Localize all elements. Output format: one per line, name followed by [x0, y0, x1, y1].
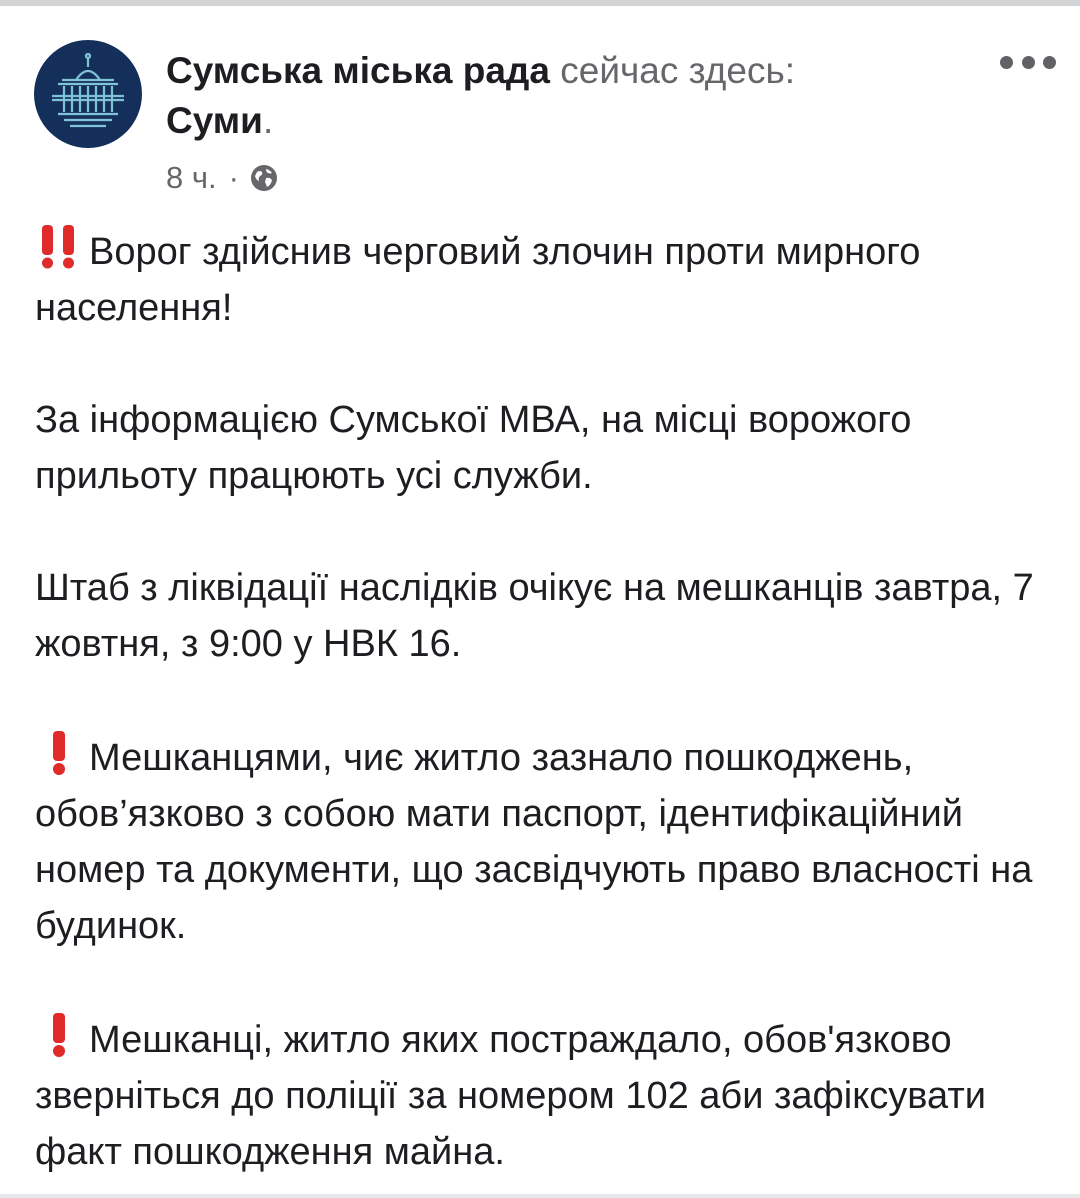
location-suffix: .: [262, 100, 274, 141]
author-name-link[interactable]: Сумська міська рада: [166, 50, 550, 91]
post-paragraph: [35, 392, 1055, 504]
post-paragraph: [35, 728, 1055, 954]
exclamation-icon: [45, 1010, 73, 1058]
more-options-icon[interactable]: [1000, 48, 1056, 76]
status-action-text: сейчас здесь:: [560, 50, 796, 91]
post-paragraph: [35, 1010, 1055, 1180]
post-paragraph-text: Мешканці, житло яких постраждало, обов'язково зверніться до поліції за номером 102 аби зафіксувати факт пошкодження майна.: [35, 1019, 986, 1173]
post-timestamp[interactable]: 8 ч.: [166, 160, 217, 195]
post-paragraph: [35, 222, 1055, 336]
post-header: [166, 46, 986, 146]
globe-icon[interactable]: [249, 163, 279, 193]
post-paragraph-text: За інформацією Сумської МВА, на місці ворожого прильоту працюють усі служби.: [35, 399, 912, 497]
more-dot: [1000, 56, 1013, 69]
more-dot: [1022, 56, 1035, 69]
meta-separator: ·: [228, 160, 239, 195]
city-council-building-icon: [34, 40, 142, 148]
post-paragraph-text: Ворог здійснив черговий злочин проти мирного населення!: [35, 231, 921, 329]
double-exclamation-icon: [35, 222, 83, 270]
bottom-divider: [0, 1194, 1080, 1198]
post-paragraph: [35, 560, 1055, 672]
exclamation-icon: [45, 728, 73, 776]
location-link[interactable]: Суми: [166, 100, 263, 141]
post-body: [35, 222, 1055, 1180]
avatar[interactable]: [34, 40, 142, 148]
post-meta: [166, 158, 279, 198]
post-paragraph-text: Мешканцями, чиє житло зазнало пошкоджень, обов’язково з собою мати паспорт, ідентифікаційний номер та документи, що засвідчують право власності на будинок.: [35, 737, 1033, 947]
more-dot: [1043, 56, 1056, 69]
post-paragraph-text: Штаб з ліквідації наслідків очікує на мешканців завтра, 7 жовтня, з 9:00 у НВК 16.: [35, 567, 1034, 665]
